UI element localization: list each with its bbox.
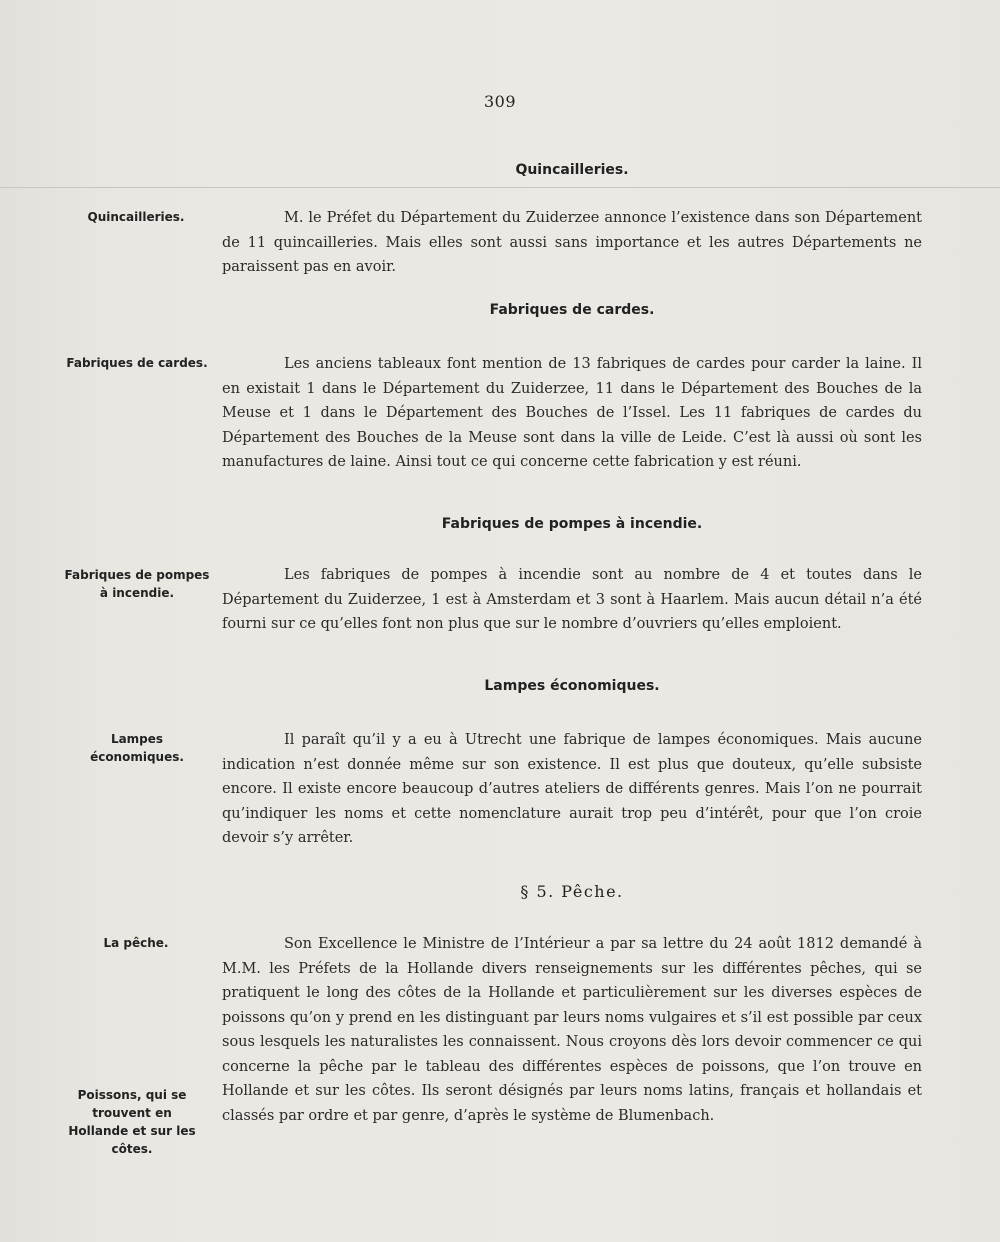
section-heading-pompes: Fabriques de pompes à incendie. [441, 516, 703, 532]
section-heading-quincailleries: Quincailleries. [515, 162, 629, 178]
paragraph-quincailleries: M. le Préfet du Département du Zuiderzee annonce l’existence dans son Département de 11 quincailleries. Mais elles sont aussi sans importance et les autres Départements ne paraissent pas en avoir. [222, 210, 922, 275]
section-heading-lampes: Lampes économiques. [484, 678, 660, 694]
margin-note-quincailleries: Quincailleries. [87, 210, 185, 224]
paragraph-lampes: Il paraît qu’il y a eu à Utrecht une fabrique de lampes économiques. Mais aucune indication n’est donnée même sur son existence. Il est plus que douteux, qu’elle subsiste encore. Il existe encore beaucoup d’autres ateliers de différents genres. Mais l’on ne pourrait qu’indiquer les noms et cette nomenclature aurait trop peu d’intérêt, pour que l’on croie devoir s’y arrêter. [222, 732, 922, 846]
margin-note-cardes: Fabriques de cardes. [66, 356, 208, 370]
section-heading-cardes: Fabriques de cardes. [489, 302, 655, 318]
margin-note-poissons: Poissons, qui se trouvent en Hollande et sur les côtes. [68, 1088, 196, 1156]
margin-note-pompes: Fabriques de pompes à incendie. [64, 568, 210, 600]
page-number: 309 [483, 92, 517, 111]
header-rule [0, 187, 1000, 188]
margin-note-lampes: Lampes économiques. [90, 732, 184, 764]
paragraph-cardes: Les anciens tableaux font mention de 13 fabriques de cardes pour carder la laine. Il en existait 1 dans le Département du Zuiderzee, 11 dans le Département des Bouches de la Meuse et 1 dans le Département des Bouches de l’Issel. Les 11 fabriques de cardes du Département des Bouches de la Meuse sont dans la ville de Leide. C’est là aussi où sont les manufactures de laine. Ainsi tout ce qui concerne cette fabrication y est réuni. [222, 356, 922, 470]
paragraph-pompes: Les fabriques de pompes à incendie sont au nombre de 4 et toutes dans le Département du Zuiderzee, 1 est à Amsterdam et 3 sont à Haarlem. Mais aucun détail n’a été fourni sur ce qu’elles font non plus que sur le nombre d’ouvriers qu’elles emploient. [222, 567, 922, 632]
paragraph-peche: Son Excellence le Ministre de l’Intérieur a par sa lettre du 24 août 1812 demandé à M.M. les Préfets de la Hollande divers renseignements sur les différentes pêches, qui se pratiquent le long des côtes de la Hollande et particulièrement sur les diverses espèces de poissons qu’on y prend en les distinguant par leurs noms vulgaires et s’il est possible par ceux sous lesquels les naturalistes les connaissent. Nous croyons dès lors devoir commencer ce qui concerne la pêche par le tableau des différentes espèces de poissons, que l’on trouve en Hollande et sur les côtes. Ils seront désignés par leurs noms latins, français et hollandais et classés par ordre et par genre, d’après le système de Blumenbach. [222, 936, 922, 1124]
margin-note-peche: La pêche. [103, 936, 169, 950]
section-heading-peche: § 5. Pêche. [520, 882, 624, 901]
